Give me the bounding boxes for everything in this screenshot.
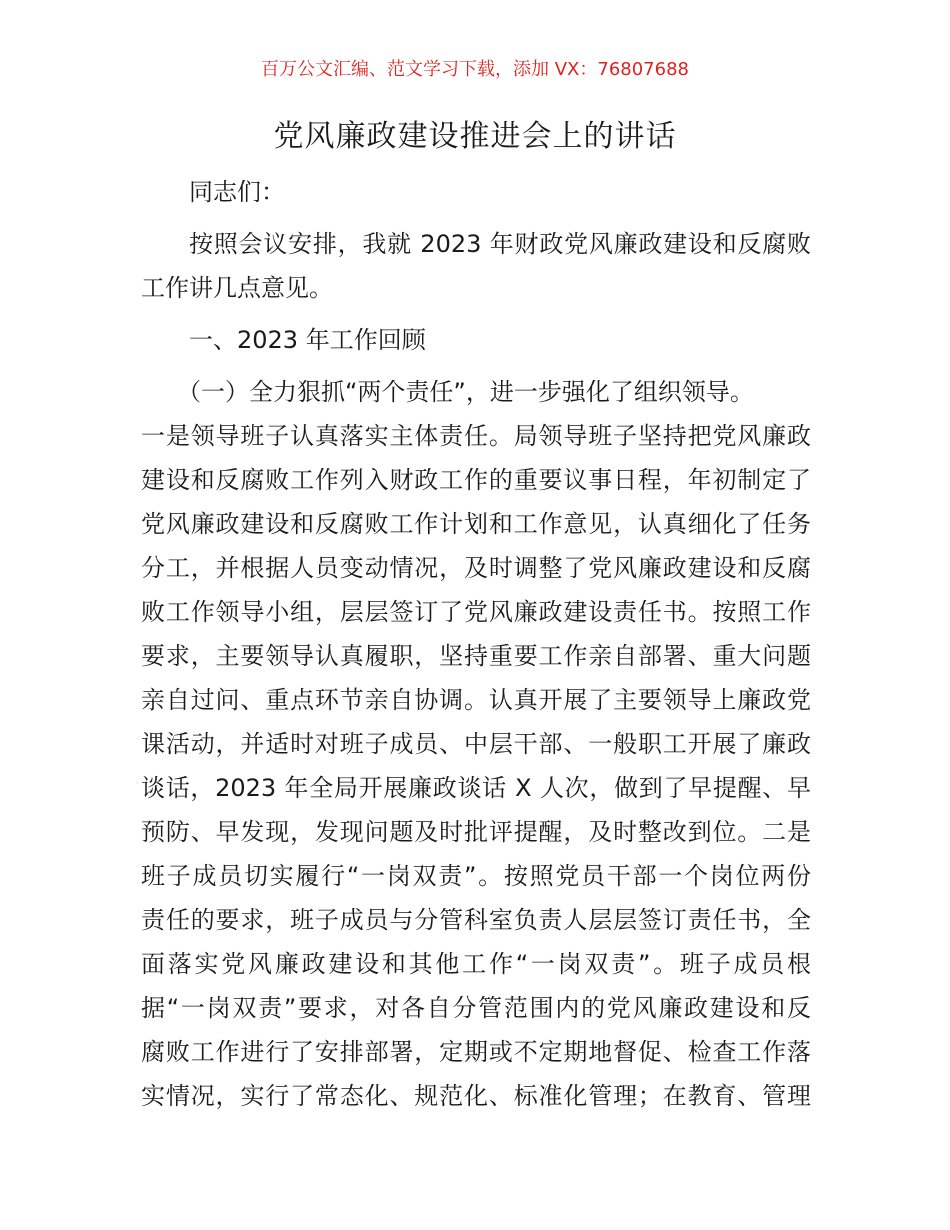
paragraph-line: 实情况，实行了常态化、规范化、标准化管理；在教育、管理 — [141, 1082, 811, 1110]
intro-paragraph — [141, 222, 811, 310]
paragraph-line: 面落实党风廉政建设和其他工作“一岗双责”。班子成员根 — [141, 950, 811, 978]
intro-line: 按照会议安排，我就 2023 年财政党风廉政建设和反腐败 — [189, 230, 811, 258]
paragraph-line: 党风廉政建设和反腐败工作计划和工作意见，认真细化了任务 — [141, 510, 811, 538]
paragraph-line: 责任的要求，班子成员与分管科室负责人层层签订责任书，全 — [141, 906, 811, 934]
paragraph-line: （一）全力狠抓“两个责任”，进一步强化了组织领导。 — [177, 378, 754, 406]
section-heading-block — [141, 318, 811, 362]
paragraph-line: 据“一岗双责”要求，对各自分管范围内的党风廉政建设和反 — [141, 994, 811, 1022]
paragraph-line: 败工作领导小组，层层签订了党风廉政建设责任书。按照工作 — [141, 598, 811, 626]
watermark-banner: 百万公文汇编、范文学习下载，添加 VX：76807688 — [261, 59, 689, 80]
document-title: 党风廉政建设推进会上的讲话 — [273, 119, 677, 154]
paragraph-line: 要求，主要领导认真履职，坚持重要工作亲自部署、重大问题 — [141, 642, 811, 670]
paragraph-line: 一是领导班子认真落实主体责任。局领导班子坚持把党风廉政 — [141, 422, 811, 450]
salutation-block — [141, 170, 811, 214]
paragraph-line: 腐败工作进行了安排部署，定期或不定期地督促、检查工作落 — [141, 1038, 811, 1066]
intro-line: 工作讲几点意见。 — [141, 274, 333, 302]
salutation: 同志们： — [189, 178, 285, 206]
paragraph-line: 谈话，2023 年全局开展廉政谈话 X 人次，做到了早提醒、早 — [141, 774, 811, 802]
paragraph-line: 预防、早发现，发现问题及时批评提醒，及时整改到位。二是 — [141, 818, 811, 846]
subsection-paragraph — [141, 370, 811, 1118]
section-heading: 一、2023 年工作回顾 — [189, 326, 426, 354]
paragraph-line: 亲自过问、重点环节亲自协调。认真开展了主要领导上廉政党 — [141, 686, 811, 714]
paragraph-line: 分工，并根据人员变动情况，及时调整了党风廉政建设和反腐 — [141, 554, 811, 582]
paragraph-line: 建设和反腐败工作列入财政工作的重要议事日程，年初制定了 — [141, 466, 811, 494]
paragraph-line: 课活动，并适时对班子成员、中层干部、一般职工开展了廉政 — [141, 730, 811, 758]
paragraph-line: 班子成员切实履行“一岗双责”。按照党员干部一个岗位两份 — [141, 862, 811, 890]
